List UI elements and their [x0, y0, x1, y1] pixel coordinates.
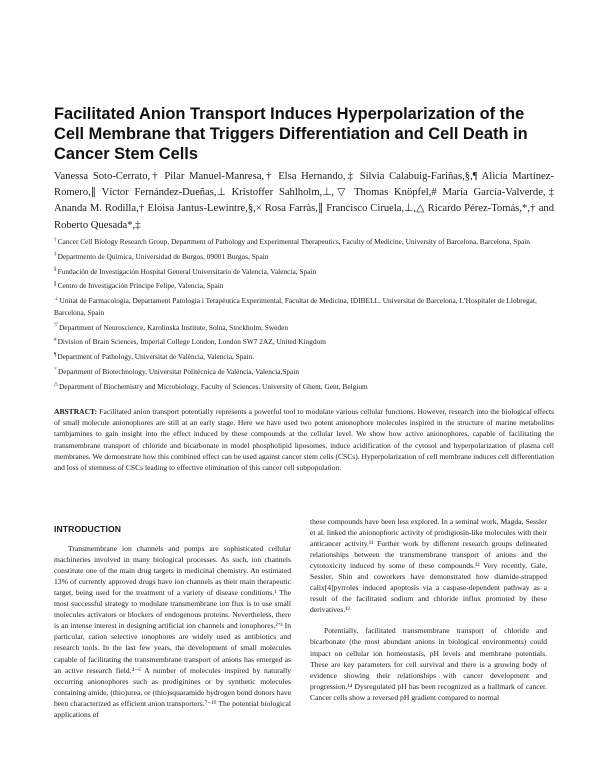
affiliation-text: Centro de Investigación Príncipe Felipe, Valencia, Spain — [57, 281, 224, 291]
affiliation-text: Fundación de Investigación Hospital General Universitario de Valencia, Valencia, Spain — [57, 266, 317, 276]
affiliation — [54, 366, 554, 378]
right-column — [310, 516, 547, 703]
abstract-text: Facilitated anion transport potentially represents a powerful tool to modulate various cellular functions. However, research into the biological effects of small molecule anionophores are still at an early stage. Here we have used two potent anionophore molecules inspired in the structure of marine metabolites tambjamines to gain insight into the effect induced by these compounds at the cellular level. We show how active anionophores, capable of facilitating the transmembrane transport of chloride and bicarbonate in model phospholipid liposomes, induce acidification of the cytosol and hyperpolarization of plasma cell membranes. We demonstrate how this combined effect can be used against cancer stem cells (CSCs). Hyperpolarization of cell membrane induces cell differentiation and loss of stemness of CSCs leading to effective elimination of this cancer cell subpopulation. — [54, 407, 555, 473]
affiliation-mark: ¶ — [54, 351, 57, 358]
affiliation — [54, 236, 554, 248]
intro-paragraph: Potentially, facilitated transmembrane transport of chloride and bicarbonate (the most abundant anions in biological environments) could impact on cellular ion homeostasis, pH levels and membrane potentials. These are key parameters for cell survival and there is a growing body of evidence showing their relationships with cancer development and progression.¹⁴ Dysregulated pH has been recognized as a hallmark of cancer. Cancer cells show a reversed pH gradient compared to normal — [310, 626, 547, 702]
affiliation-mark: # — [54, 336, 57, 343]
affiliation-mark: ⊥ — [54, 295, 59, 302]
affiliation-text: Department of Biochemistry and Microbiology, Faculty of Sciences, University of Ghent, Gent, Belgium — [59, 381, 368, 391]
affiliation-list — [54, 236, 554, 395]
affiliation-mark: † — [54, 236, 57, 243]
affiliation — [54, 351, 554, 363]
affiliation — [54, 322, 554, 334]
affiliation-mark: ▽ — [54, 322, 58, 329]
affiliation-mark: △ — [54, 381, 58, 388]
paper-title: Facilitated Anion Transport Induces Hyperpolarization of the Cell Membrane that Triggers Differentiation and Cell Death in Cancer Stem Cells — [54, 105, 528, 163]
affiliation-mark: § — [54, 266, 57, 273]
affiliation-text: Division of Brain Sciences, Imperial College London, London SW7 2AZ, United Kingdom — [57, 337, 327, 347]
left-column — [54, 524, 291, 720]
abstract — [54, 406, 554, 473]
affiliation-text: Unitat de Farmacologia, Departament Patologia i Terapèutica Experimental, Facultat de Medicina, IDIBELL. Universitat de Barcelona, L’Hospitalet de Llobregat, Barcelona, Spain — [54, 296, 537, 317]
affiliation — [54, 295, 554, 318]
affiliation — [54, 280, 554, 292]
affiliation-text: Departmento de Química, Universidad de Burgos, 09001 Burgos, Spain — [57, 251, 269, 261]
affiliation-text: Cancer Cell Biology Research Group, Department of Pathology and Experimental Therapeutics, Faculty of Medicine, University of Barcelona, Barcelona, Spain — [57, 237, 530, 246]
author-list: Vanessa Soto-Cerrato,† Pilar Manuel-Manresa,† Elsa Hernando,‡ Silvia Calabuig-Fariñas,§,¶ Alicia Martínez-Romero,∥ Víctor Fernández-Dueñas,⊥ Kristoffer Sahlholm,⊥,▽ Thomas Knöpfel,# María García-Valverde,‡ Ananda M. Rodilla,† Eloisa Jantus-Lewintre,§,× Rosa Farràs,∥ Francisco Ciruela,⊥,△ Ricardo Pérez-Tomás,*,† and Roberto Quesada*,‡ — [54, 171, 554, 231]
section-heading-introduction: INTRODUCTION — [54, 524, 122, 534]
affiliation-text: Department of Pathology, Universitat de València, Valencia, Spain. — [57, 352, 255, 362]
affiliation — [54, 266, 554, 278]
affiliation — [54, 336, 554, 348]
affiliation-mark: ∥ — [54, 280, 57, 287]
abstract-label: ABSTRACT: — [54, 407, 98, 416]
affiliation-text: Department of Biotechnology, Universitat Politècnica de València, Valencia,Spain — [57, 366, 300, 376]
affiliation-mark: ‡ — [54, 251, 57, 258]
affiliation-text: Department of Neuroscience, Karolinska Institute, Solna, Stockholm, Sweden — [59, 322, 289, 332]
affiliation — [54, 251, 554, 263]
affiliation — [54, 381, 554, 393]
intro-paragraph: these compounds have been less explored. In a seminal work, Magda, Sessler et al. linked the anionophoric activity of prodigiosin-like molecules with their anticancer activity.¹¹ Further work by different research groups delineated relationships between the transmembrane transport of anions and the cytotoxicity induced by some of these compounds.¹² Very recently, Gale, Sessler, Shin and coworkers have demonstrated how diamide-strapped calix[4]pyrroles induced apoptosis via a caspase-dependent pathway as a result of the facilitated sodium and chloride influx promoted by these derivatives.¹³ — [310, 517, 547, 615]
intro-paragraph: Transmembrane ion channels and pumps are sophisticated cellular machineries involved in many biological processes. As such, ion channels constitute one of the main drug targets in medicinal chemistry. An estimated 13% of currently approved drugs have ion channels as their main therapeutic target, being used for the treatment of a variety of disease conditions.¹ The most successful strategy to modulate transmembrane ion flux is to use small molecules activators or blockers of endogenous proteins. Nevertheless, there is an intense interest in designing artificial ion channels and ionophores.²ʼ³ In particular, cation selective ionophores are widely used as antibiotics and research tools. In the last few years, the development of small molecules capable of facilitating the transmembrane transport of anions has emerged as an active research field.⁴⁻⁶ A number of molecules inspired by naturally occurring anionophores such as prodiginines or by synthetic molecules containing amide, (thio)urea, or (thio)squaramide hydrogen bond donors have been characterized as efficient anion transporters.⁷⁻¹⁰ The potential biological applications of — [54, 544, 291, 719]
affiliation-mark: × — [54, 366, 57, 373]
